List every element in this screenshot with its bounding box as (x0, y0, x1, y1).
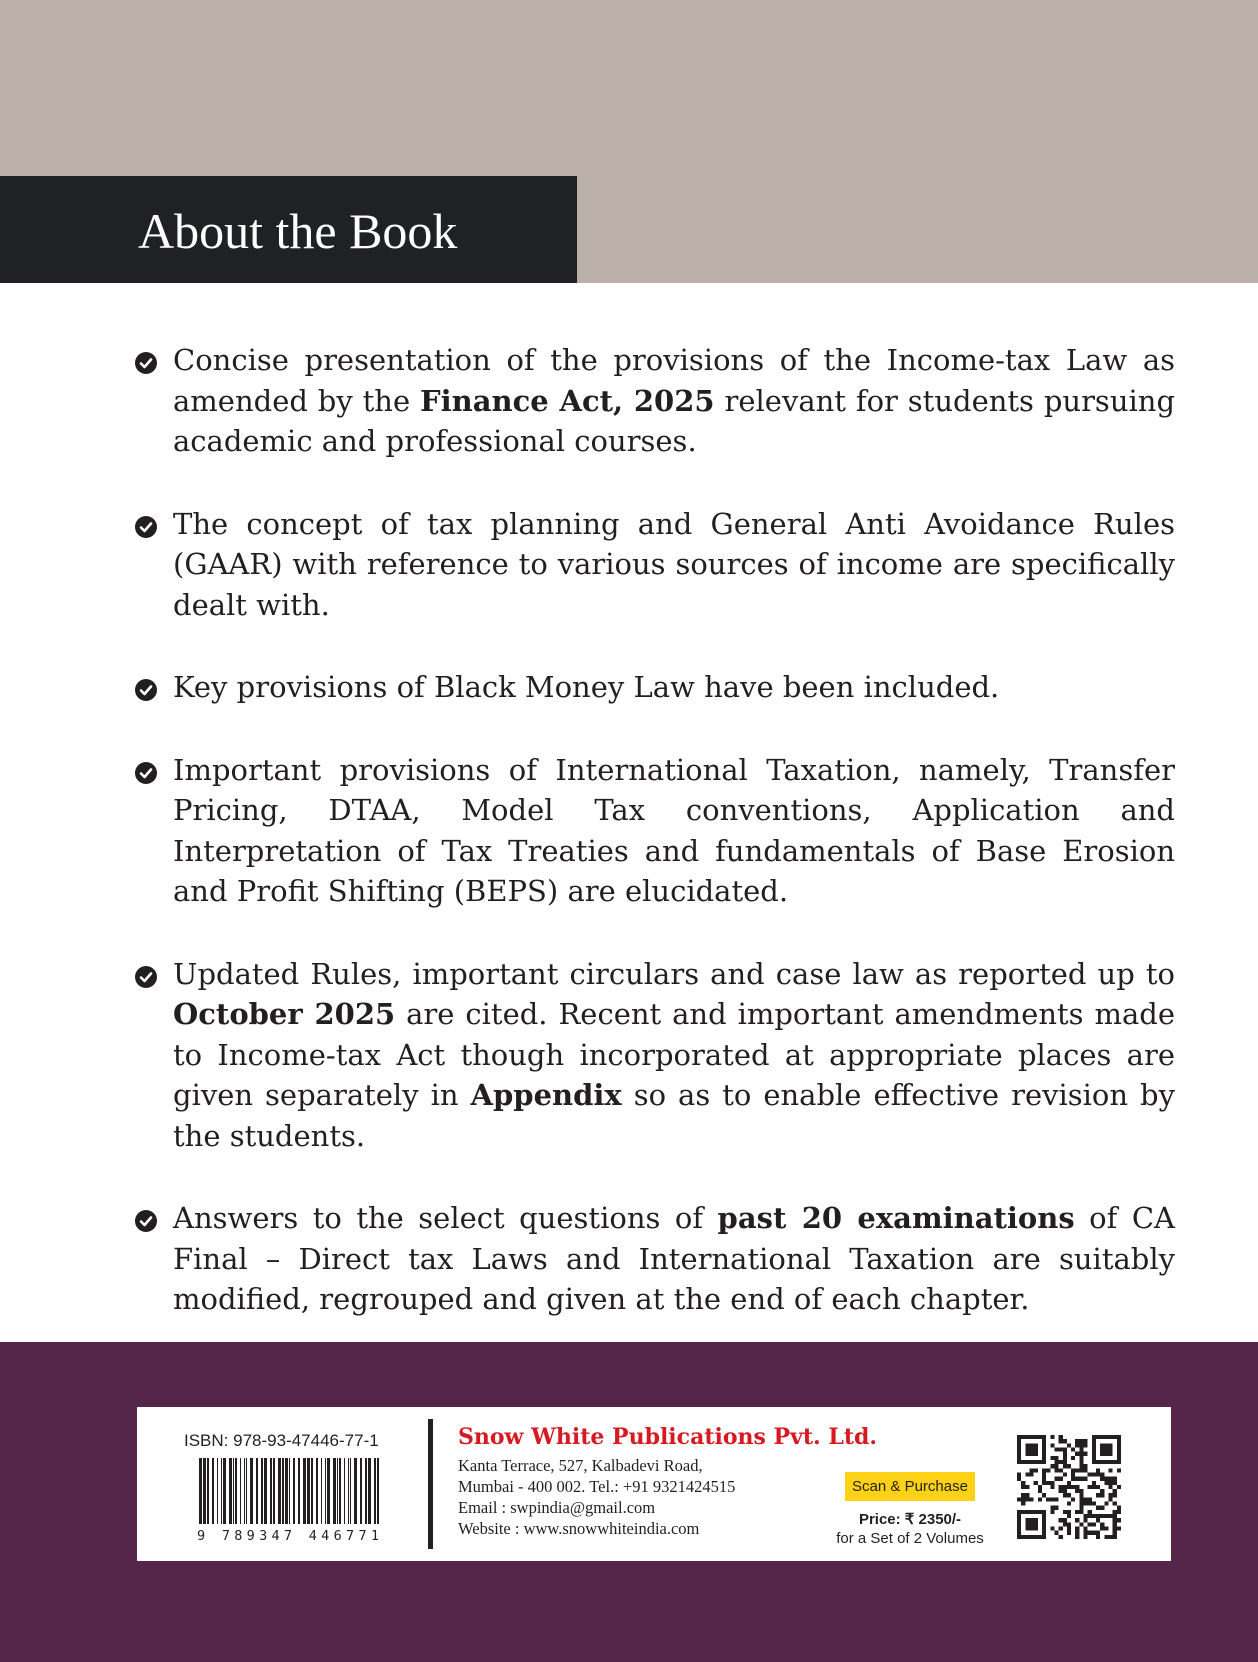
barcode-icon (197, 1458, 382, 1543)
feature-text: so as to enable effective revision by the students. (173, 1078, 1175, 1153)
price-text: Price: ₹ 2350/- (858, 1511, 962, 1528)
feature-text: Concise presentation of the provisions of the Income-tax Law as amended by the (173, 343, 1175, 418)
qr-code-icon[interactable] (1017, 1435, 1121, 1539)
feature-text: Key provisions of Black Money Law have been included. (173, 670, 1000, 704)
publisher-info-box (137, 1407, 1171, 1561)
price-note: for a Set of 2 Volumes (836, 1530, 984, 1547)
page-title: About the Book (138, 203, 458, 259)
check-circle-icon (135, 352, 157, 374)
feature-emphasis: Appendix (470, 1078, 622, 1112)
email-text[interactable]: Email : swpindia@gmail.com (458, 1498, 656, 1517)
feature-item (135, 1198, 1175, 1320)
title-block (0, 176, 577, 283)
feature-text: are cited. Recent and important amendments made to Income-tax Act though incorporated at appropriate places are given separately in (173, 997, 1175, 1112)
check-circle-icon (135, 966, 157, 988)
feature-item (135, 954, 1175, 1157)
barcode-digits: 9 789347 446771 (197, 1528, 379, 1543)
feature-text: of CA Final – Direct tax Laws and International Taxation are suitably modified, regrouped and given at the end of each chapter. (173, 1201, 1175, 1316)
feature-list (135, 340, 1175, 1362)
feature-item (135, 504, 1175, 626)
publisher-name: Snow White Publications Pvt. Ltd. (458, 1424, 878, 1450)
isbn-label: ISBN: 978-93-47446-77-1 (184, 1431, 379, 1450)
feature-text: Answers to the select questions of (173, 1201, 718, 1235)
feature-text: Important provisions of International Taxation, namely, Transfer Pricing, DTAA, Model Tax conventions, Application and Interpretation of Tax Treaties and fundamentals of Base Erosion and Profit Shifting (BEPS) are elucidated. (173, 752, 1175, 908)
check-circle-icon (135, 1210, 157, 1232)
feature-emphasis: October 2025 (173, 997, 396, 1031)
feature-emphasis: past 20 examinations (717, 1201, 1075, 1235)
check-circle-icon (135, 516, 157, 538)
feature-item (135, 667, 1175, 708)
scan-purchase-button[interactable]: Scan & Purchase (845, 1472, 975, 1501)
publisher-address (458, 1455, 735, 1539)
address-line-1: Kanta Terrace, 527, Kalbadevi Road, (458, 1456, 703, 1475)
feature-emphasis: Finance Act, 2025 (420, 383, 715, 418)
check-circle-icon (135, 762, 157, 784)
address-line-2: Mumbai - 400 002. Tel.: +91 9321424515 (458, 1477, 736, 1496)
feature-text: The concept of tax planning and General Anti Avoidance Rules (GAAR) with reference to various sources of income are specifically dealt with. (173, 506, 1175, 622)
website-text[interactable]: Website : www.snowwhiteindia.com (458, 1519, 700, 1538)
price-block (825, 1510, 995, 1548)
feature-item (135, 750, 1175, 912)
feature-text: relevant for students pursuing academic and professional courses. (173, 383, 1176, 458)
check-circle-icon (135, 679, 157, 701)
feature-text: Updated Rules, important circulars and case law as reported up to (173, 956, 1175, 991)
vertical-divider (428, 1419, 433, 1549)
feature-item (135, 340, 1175, 462)
